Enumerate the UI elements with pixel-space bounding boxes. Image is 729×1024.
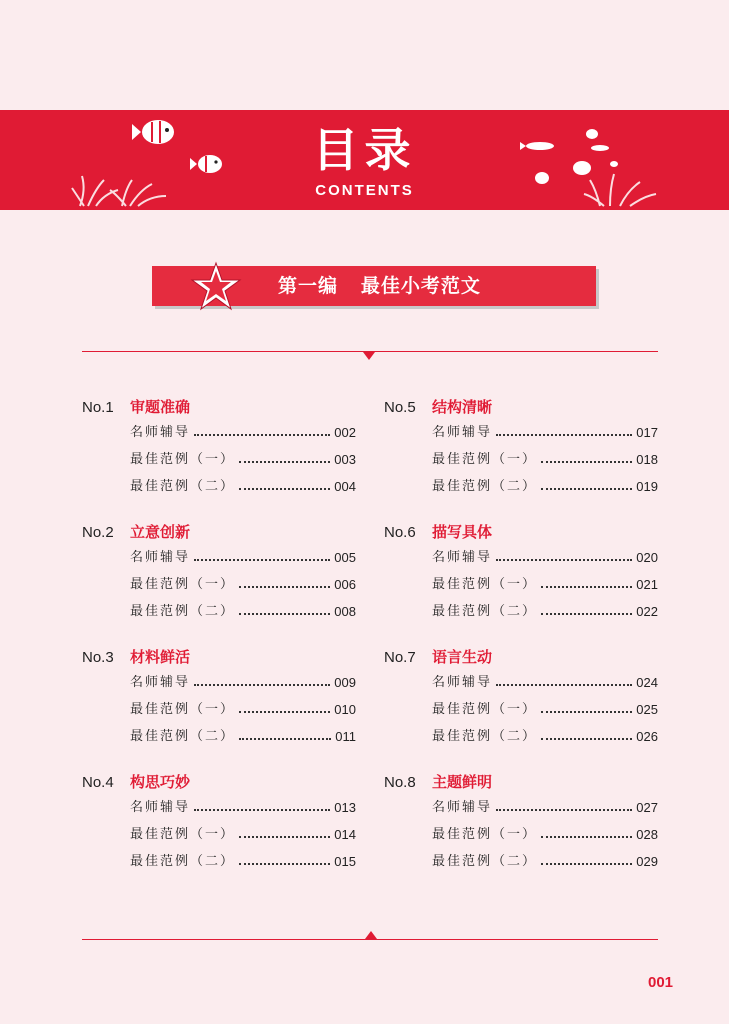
entry-label: 最佳范例（二） <box>130 729 236 744</box>
entry-page: 003 <box>334 452 356 467</box>
leader-dots <box>496 683 632 686</box>
entry-label: 最佳范例（二） <box>432 479 538 494</box>
chapter-number: No.3 <box>82 649 114 666</box>
entry-label: 名师辅导 <box>130 800 191 815</box>
leader-dots <box>239 585 330 588</box>
page-number: 001 <box>648 974 674 991</box>
entry-label: 名师辅导 <box>432 425 493 440</box>
entry-page: 018 <box>636 452 658 467</box>
toc-entry[interactable] <box>432 669 658 696</box>
chapter-title[interactable]: 材料鲜活 <box>130 648 191 666</box>
section-header <box>152 266 596 306</box>
entry-label: 最佳范例（一） <box>432 577 538 592</box>
toc-entry[interactable] <box>130 794 356 821</box>
leader-dots <box>194 558 330 561</box>
section-title: 第一编 最佳小考范文 <box>278 275 481 297</box>
chapter-number: No.5 <box>384 399 416 416</box>
entry-page: 022 <box>636 604 658 619</box>
entry-label: 名师辅导 <box>130 675 191 690</box>
entry-label: 最佳范例（一） <box>130 452 236 467</box>
entry-label: 最佳范例（二） <box>130 604 236 619</box>
entry-label: 最佳范例（一） <box>432 702 538 717</box>
leader-dots <box>541 835 632 838</box>
toc-entry[interactable] <box>130 723 356 750</box>
entry-page: 028 <box>636 827 658 842</box>
chapter-title[interactable]: 结构清晰 <box>432 398 493 416</box>
divider-arrow-down-icon <box>363 352 375 360</box>
chapter-number: No.8 <box>384 774 416 791</box>
entry-page: 006 <box>334 577 356 592</box>
chapter-6 <box>384 520 664 625</box>
toc-entry[interactable] <box>432 821 658 848</box>
toc-entry[interactable] <box>130 419 356 446</box>
entry-label: 名师辅导 <box>432 550 493 565</box>
toc-entry[interactable] <box>130 571 356 598</box>
toc-entry[interactable] <box>432 544 658 571</box>
toc-entry[interactable] <box>130 821 356 848</box>
entry-page: 027 <box>636 800 658 815</box>
entry-label: 名师辅导 <box>130 425 191 440</box>
leader-dots <box>541 460 632 463</box>
entry-page: 009 <box>334 675 356 690</box>
toc-entry[interactable] <box>432 473 658 500</box>
leader-dots <box>496 558 632 561</box>
entry-label: 名师辅导 <box>130 550 191 565</box>
entry-label: 最佳范例（一） <box>432 452 538 467</box>
entry-page: 008 <box>334 604 356 619</box>
entry-page: 015 <box>334 854 356 869</box>
chapter-title[interactable]: 语言生动 <box>432 648 493 666</box>
leader-dots <box>541 612 632 615</box>
chapter-5 <box>384 395 664 500</box>
chapter-number: No.6 <box>384 524 416 541</box>
chapter-number: No.2 <box>82 524 114 541</box>
entry-page: 014 <box>334 827 356 842</box>
entry-label: 最佳范例（一） <box>130 702 236 717</box>
toc-entry[interactable] <box>130 446 356 473</box>
leader-dots <box>496 433 632 436</box>
entry-label: 最佳范例（一） <box>432 827 538 842</box>
leader-dots <box>239 612 330 615</box>
chapter-title[interactable]: 描写具体 <box>432 523 493 541</box>
toc-entry[interactable] <box>130 669 356 696</box>
entry-page: 013 <box>334 800 356 815</box>
entry-page: 010 <box>334 702 356 717</box>
page-title: 目录 <box>312 123 417 177</box>
toc-entry[interactable] <box>130 598 356 625</box>
entry-page: 026 <box>636 729 658 744</box>
toc-entry[interactable] <box>130 544 356 571</box>
leader-dots <box>541 585 632 588</box>
toc-entry[interactable] <box>432 723 658 750</box>
leader-dots <box>239 835 330 838</box>
entry-label: 名师辅导 <box>432 675 493 690</box>
entry-label: 最佳范例（二） <box>432 854 538 869</box>
toc-entry[interactable] <box>432 446 658 473</box>
entry-page: 020 <box>636 550 658 565</box>
leader-dots <box>239 737 331 740</box>
leader-dots <box>496 808 632 811</box>
toc-entry[interactable] <box>432 419 658 446</box>
entry-page: 002 <box>334 425 356 440</box>
chapter-title[interactable]: 审题准确 <box>130 398 191 416</box>
entry-page: 025 <box>636 702 658 717</box>
toc-entry[interactable] <box>432 848 658 875</box>
entry-page: 029 <box>636 854 658 869</box>
entry-page: 024 <box>636 675 658 690</box>
toc-entry[interactable] <box>432 598 658 625</box>
toc-entry[interactable] <box>432 794 658 821</box>
toc-entry[interactable] <box>432 571 658 598</box>
entry-page: 021 <box>636 577 658 592</box>
leader-dots <box>194 808 330 811</box>
toc-entry[interactable] <box>432 696 658 723</box>
toc-entry[interactable] <box>130 696 356 723</box>
leader-dots <box>239 862 330 865</box>
bottom-divider <box>82 939 658 940</box>
leader-dots <box>194 683 330 686</box>
leader-dots <box>239 710 330 713</box>
toc-entry[interactable] <box>130 473 356 500</box>
chapter-title[interactable]: 构思巧妙 <box>130 773 191 791</box>
page-subtitle: CONTENTS <box>315 182 414 199</box>
chapter-number: No.7 <box>384 649 416 666</box>
chapter-8 <box>384 770 664 875</box>
chapter-7 <box>384 645 664 750</box>
chapter-title[interactable]: 立意创新 <box>130 523 191 541</box>
leader-dots <box>541 737 632 740</box>
entry-label: 最佳范例（二） <box>130 854 236 869</box>
leader-dots <box>239 460 330 463</box>
chapter-2 <box>82 520 362 625</box>
entry-label: 最佳范例（一） <box>130 827 236 842</box>
entry-label: 最佳范例（二） <box>432 604 538 619</box>
chapter-number: No.4 <box>82 774 114 791</box>
chapter-3 <box>82 645 362 750</box>
entry-label: 最佳范例（二） <box>432 729 538 744</box>
entry-page: 017 <box>636 425 658 440</box>
leader-dots <box>541 710 632 713</box>
leader-dots <box>541 487 632 490</box>
leader-dots <box>194 433 330 436</box>
toc-entry[interactable] <box>130 848 356 875</box>
header-banner <box>0 110 729 210</box>
entry-page: 005 <box>334 550 356 565</box>
entry-label: 名师辅导 <box>432 800 493 815</box>
chapter-number: No.1 <box>82 399 114 416</box>
chapter-4 <box>82 770 362 875</box>
entry-page: 011 <box>335 729 356 744</box>
star-icon <box>190 261 242 311</box>
chapter-title[interactable]: 主题鲜明 <box>432 773 493 791</box>
divider-arrow-up-icon <box>365 931 377 939</box>
entry-page: 004 <box>334 479 356 494</box>
chapter-1 <box>82 395 362 500</box>
entry-label: 最佳范例（一） <box>130 577 236 592</box>
leader-dots <box>239 487 330 490</box>
leader-dots <box>541 862 632 865</box>
entry-page: 019 <box>636 479 658 494</box>
entry-label: 最佳范例（二） <box>130 479 236 494</box>
